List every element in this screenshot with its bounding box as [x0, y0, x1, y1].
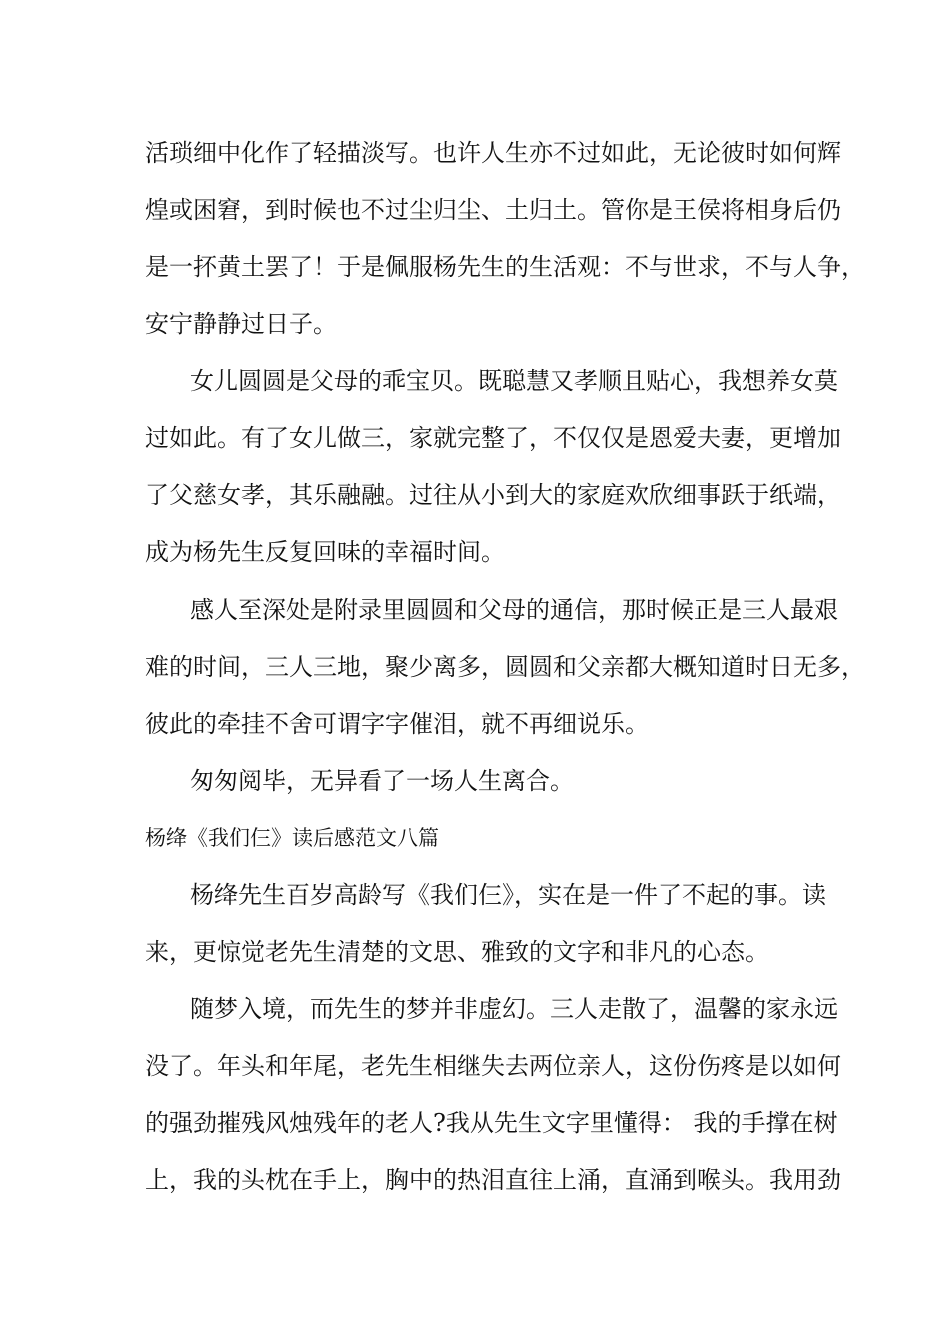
text-line: 女儿圆圆是父母的乖宝贝。既聪慧又孝顺且贴心，我想养女莫	[190, 367, 838, 395]
section-heading: 杨绛《我们仨》读后感范文八篇	[145, 826, 439, 850]
text-line: 的强劲摧残风烛残年的老人?我从先生文字里懂得： 我的手撑在树	[145, 1109, 838, 1137]
text-line: 是一抔黄土罢了！于是佩服杨先生的生活观：不与世求，不与人争，	[145, 253, 865, 281]
text-line: 上，我的头枕在手上，胸中的热泪直往上涌，直涌到喉头。我用劲	[145, 1166, 841, 1194]
text-line: 随梦入境，而先生的梦并非虚幻。三人走散了，温馨的家永远	[190, 995, 838, 1023]
text-line: 感人至深处是附录里圆圆和父母的通信，那时候正是三人最艰	[190, 596, 838, 624]
text-line: 了父慈女孝，其乐融融。过往从小到大的家庭欢欣细事跃于纸端，	[145, 481, 841, 509]
text-line: 活琐细中化作了轻描淡写。也许人生亦不过如此，无论彼时如何辉	[145, 139, 841, 167]
text-line: 难的时间，三人三地，聚少离多，圆圆和父亲都大概知道时日无多，	[145, 653, 865, 681]
text-line: 成为杨先生反复回味的幸福时间。	[145, 538, 505, 566]
text-line: 杨绛先生百岁高龄写《我们仨》，实在是一件了不起的事。读	[190, 881, 826, 909]
text-line: 没了。年头和年尾，老先生相继失去两位亲人，这份伤疼是以如何	[145, 1052, 841, 1080]
text-line: 匆匆阅毕，无异看了一场人生离合。	[190, 767, 574, 795]
text-line: 煌或困窘，到时候也不过尘归尘、土归土。管你是王侯将相身后仍	[145, 196, 841, 224]
text-line: 彼此的牵挂不舍可谓字字催泪，就不再细说乐。	[145, 710, 649, 738]
text-line: 过如此。有了女儿做三，家就完整了，不仅仅是恩爱夫妻，更增加	[145, 424, 841, 452]
text-line: 来，更惊觉老先生清楚的文思、雅致的文字和非凡的心态。	[145, 938, 769, 966]
text-line: 安宁静静过日子。	[145, 310, 337, 338]
